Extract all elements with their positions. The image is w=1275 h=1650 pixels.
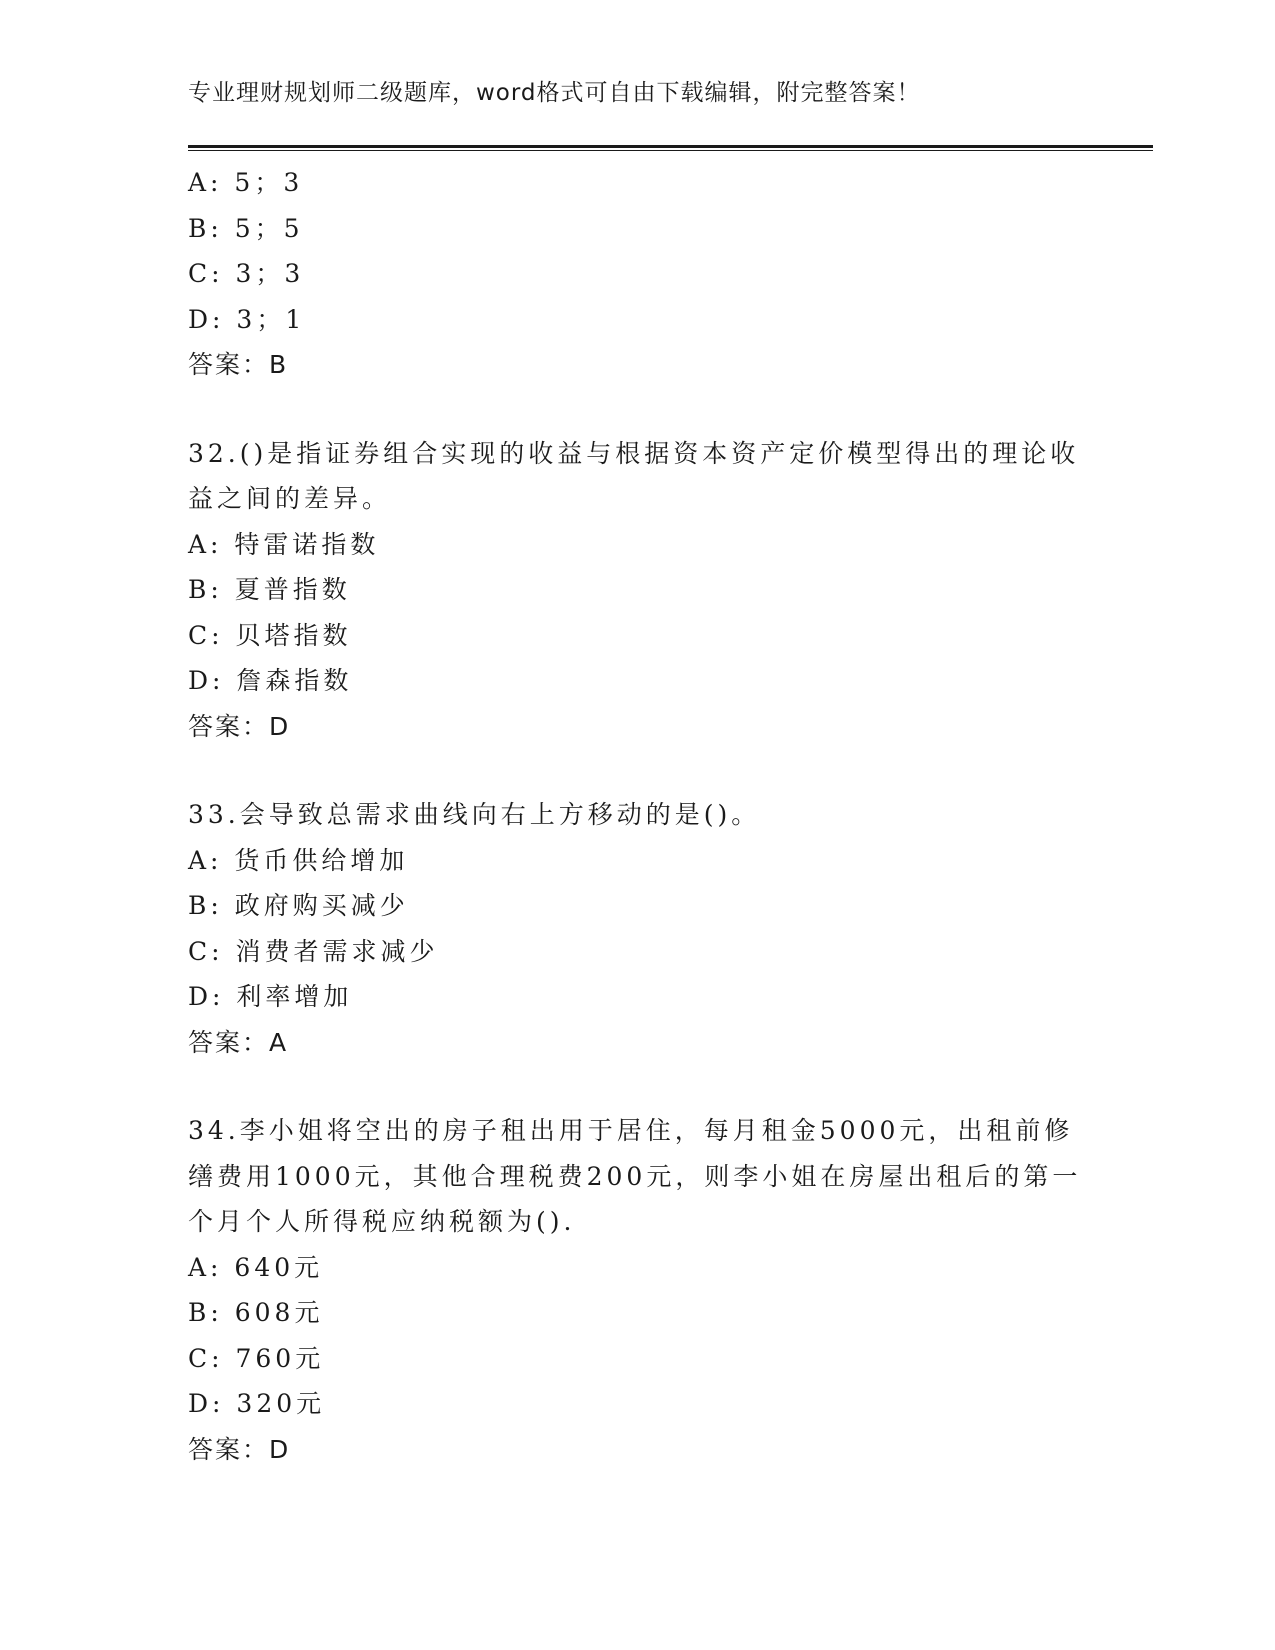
answer-line: 答案：D: [188, 1434, 291, 1464]
header-rule-thick: [188, 145, 1153, 148]
option-b: B: 政府购买减少: [188, 891, 409, 920]
question-gap: [188, 1065, 1088, 1108]
option-a: A: 5；3: [188, 168, 304, 197]
question-stem-line: 33.会导致总需求曲线向右上方移动的是()。: [188, 800, 761, 829]
question-gap: [188, 388, 1088, 431]
option-b: B: 夏普指数: [188, 575, 351, 604]
answer-line: 答案：A: [188, 1027, 289, 1057]
question-gap: [188, 749, 1088, 792]
question-list: [188, 160, 1088, 1472]
option-c: C: 3；3: [188, 259, 305, 288]
question-stem-line: 个月个人所得税应纳税额为().: [188, 1207, 576, 1236]
option-a: A: 特雷诺指数: [188, 529, 380, 559]
option-c: C: 贝塔指数: [188, 620, 352, 650]
page-header: 专业理财规划师二级题库，word格式可自由下载编辑，附完整答案！: [188, 80, 921, 106]
question-block: [188, 792, 1088, 1065]
option-d: D: 3；1: [188, 304, 306, 334]
answer-line: 答案：B: [188, 350, 289, 379]
question-block: [188, 1108, 1088, 1472]
header-rule-thin: [188, 150, 1153, 151]
option-a: A: 640元: [188, 1252, 324, 1282]
option-d: D: 利率增加: [188, 982, 353, 1011]
option-d: D: 320元: [188, 1389, 326, 1418]
option-b: B: 5；5: [188, 213, 304, 243]
question-stem-line: 32.()是指证券组合实现的收益与根据资本资产定价模型得出的理论收: [188, 438, 1080, 468]
question-stem-line: 缮费用1000元，其他合理税费200元，则李小姐在房屋出租后的第一: [188, 1161, 1082, 1191]
option-c: C: 760元: [188, 1343, 325, 1373]
question-stem-line: 益之间的差异。: [188, 484, 392, 513]
answer-line: 答案：D: [188, 711, 291, 741]
option-b: B: 608元: [188, 1298, 324, 1327]
option-a: A: 货币供给增加: [188, 845, 409, 875]
option-c: C: 消费者需求减少: [188, 936, 439, 966]
question-stem-line: 34.李小姐将空出的房子租出用于居住，每月租金5000元，出租前修: [188, 1116, 1074, 1145]
question-block: [188, 160, 1088, 388]
option-d: D: 詹森指数: [188, 666, 353, 695]
question-block: [188, 431, 1088, 750]
